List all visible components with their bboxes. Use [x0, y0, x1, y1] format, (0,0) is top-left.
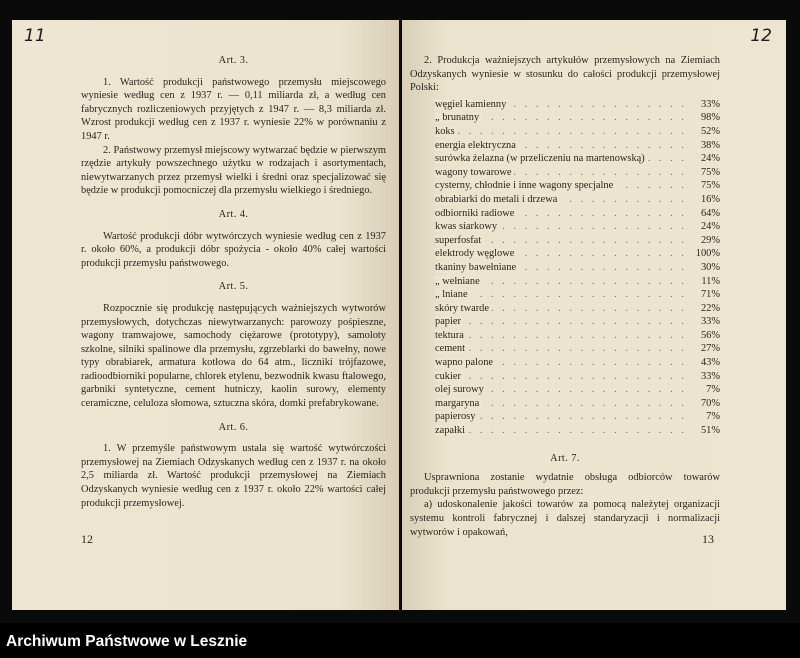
item-name: elektrody węglowe [435, 248, 517, 259]
table-row [435, 397, 720, 411]
item-name: „ wełniane [435, 276, 483, 287]
item-percentage: 52% [700, 125, 720, 137]
item-percentage: 43% [700, 357, 720, 369]
art7-heading: Art. 7. [550, 452, 580, 464]
table-row [435, 410, 720, 424]
art3-paragraph-2: 2. Państwowy przemysł miejscowy wytwarzać będzie w pierwszym rzędzie artykuły powszechnego użytku w rodzajach i asortymentach, niewytwarzanych przez przemysł wielki i średni oraz specjalizować się będzie w produkcji pomocniczej dla przemysłu wielkiego i średniego. [81, 144, 386, 197]
table-row [435, 139, 720, 153]
item-name: tektura [435, 330, 467, 341]
item-percentage: 64% [700, 207, 720, 219]
item-name: cukier [435, 371, 464, 382]
table-row [435, 383, 720, 397]
handwritten-page-number: 12 [750, 26, 772, 46]
item-percentage: 98% [700, 112, 720, 124]
table-row [435, 302, 720, 316]
table-row [435, 356, 720, 370]
item-percentage: 11% [701, 275, 720, 287]
item-percentage: 70% [700, 397, 720, 409]
table-row [435, 179, 720, 193]
art5-heading: Art. 5. [218, 281, 249, 293]
art4-heading: Art. 4. [218, 208, 249, 220]
item-name: papier [435, 316, 464, 327]
art7-paragraph-1: Usprawniona zostanie wydatnie obsługa odbiorców towarów produkcji przemysłu państwowego przez: [410, 472, 720, 497]
page-number: 13 [702, 532, 714, 546]
art3-paragraph-1: 1. Wartość produkcji państwowego przemysłu miejscowego wyniesie według cen z 1937 r. — 0,11 miliarda zł, a według cen fabrycznych rozliczeniowych przyjętych z 1947 r. — 8,3 miliarda zł. Wzrost produkcji według cen z 1937 r. wyniesie 22% w porównaniu z 1947 r. [81, 76, 386, 142]
item-name: zapałki [435, 425, 468, 436]
archive-footer [0, 623, 800, 658]
table-row [435, 315, 720, 329]
table-row [435, 288, 720, 302]
item-percentage: 22% [700, 302, 720, 314]
handwritten-page-number: 11 [24, 26, 46, 46]
item-percentage: 75% [700, 180, 720, 192]
item-percentage: 16% [700, 193, 720, 205]
item-percentage: 51% [700, 425, 720, 437]
table-row [435, 424, 720, 438]
table-row [435, 111, 720, 125]
item-percentage: 33% [700, 370, 720, 382]
item-name: energia elektryczna [435, 140, 519, 151]
item-name: olej surowy [435, 384, 487, 395]
left-text-column [81, 54, 386, 510]
table-row [435, 98, 720, 112]
table-row [435, 261, 720, 275]
item-percentage: 33% [700, 98, 720, 110]
table-row [435, 193, 720, 207]
item-percentage: 24% [700, 221, 720, 233]
item-name: kwas siarkowy [435, 221, 500, 232]
table-row [435, 234, 720, 248]
item-name: „ brunatny [435, 112, 482, 123]
art6-paragraph-1: 1. W przemyśle państwowym ustala się wartość wytwórczości przemysłowej na Ziemiach Odzyskanych według cen z 1937 r. na około 2,5 miliarda zł. Wartość produkcji przemysłowej na Ziemiach Odzyskanych wyniesie według cen z 1937 r. około 22% wartości całej produkcji przemysłowej. [81, 443, 386, 509]
item-percentage: 29% [700, 234, 720, 246]
table-row [435, 166, 720, 180]
item-name: odbiorniki radiowe [435, 208, 517, 219]
table-row [435, 125, 720, 139]
table-row [435, 247, 720, 261]
art6-heading: Art. 6. [218, 421, 249, 433]
item-percentage: 27% [700, 343, 720, 355]
item-name: skóry twarde [435, 303, 492, 314]
production-share-table [435, 98, 720, 438]
page-number: 12 [81, 532, 93, 546]
table-row [435, 207, 720, 221]
table-row [435, 220, 720, 234]
right-text-column [410, 54, 720, 539]
item-name: wapno palone [435, 357, 496, 368]
item-name: koks [435, 126, 458, 137]
art5-paragraph-1: Rozpocznie się produkcję następujących ważniejszych wytworów przemysłowych, dotychczas niewytwarzanych: parowozy pośpieszne, wagony tramwajowe, samochody ciężarowe (prototypy), samoloty szkolne, silniki spalinowe dla przemysłu, zgrzeblarki do bawełny, nowe typy obrabiarek, armatura kotłowa do 64 atm., liczniki trójfazowe, radioodbiorniki popularne, chlorek etylenu, bezwodnik kwasu ftalowego, garbniki syntetyczne, cement hutniczy, kaolin surowy, elementy ceramiczne, celuloza słomowa, sztuczna skóra, domki prefabrykowane. [81, 302, 386, 410]
archive-label: Archiwum Państwowe w Lesznie [6, 633, 248, 650]
item-name: wagony towarowe [435, 167, 514, 178]
item-percentage: 100% [695, 248, 720, 260]
item-name: surówka żelazna (w przeliczeniu na martenowską) [435, 153, 648, 164]
left-page [12, 20, 399, 610]
item-name: tkaniny bawełniane [435, 262, 519, 273]
item-name: obrabiarki do metali i drzewa [435, 194, 560, 205]
art4-paragraph-1: Wartość produkcji dóbr wytwórczych wyniesie według cen z 1937 r. około 60%, a produkcji dóbr spożycia - około 40% całej wartości produkcji przemysłu państwowego. [81, 230, 386, 269]
item-name: cysterny, chłodnie i inne wagony specjalne [435, 180, 616, 191]
table-row [435, 342, 720, 356]
item-percentage: 75% [700, 166, 720, 178]
item-name: cement [435, 343, 468, 354]
item-percentage: 33% [700, 316, 720, 328]
item-percentage: 30% [700, 261, 720, 273]
table-row [435, 370, 720, 384]
production-intro: 2. Produkcja ważniejszych artykułów przemysłowych na Ziemiach Odzyskanych wyniesie w stosunku do całości produkcji przemysłowej Polski: [410, 55, 720, 94]
table-row [435, 152, 720, 166]
item-name: węgiel kamienny [435, 99, 509, 110]
item-percentage: 38% [700, 139, 720, 151]
item-percentage: 7% [706, 411, 720, 423]
right-page [402, 20, 786, 610]
art7-paragraph-2: a) udoskonalenie jakości towarów za pomocą należytej organizacji systemu kontroli fabrycznej i dalszej standaryzacji i normalizacji wytworów i opakowań, [410, 499, 720, 538]
art3-heading: Art. 3. [218, 55, 249, 66]
table-row [435, 329, 720, 343]
item-name: superfosfat [435, 235, 484, 246]
item-name: margaryna [435, 398, 482, 409]
item-name: papierosy [435, 411, 478, 422]
item-percentage: 71% [700, 289, 720, 301]
item-percentage: 7% [706, 384, 720, 396]
item-percentage: 24% [700, 153, 720, 165]
item-name: „ lniane [435, 289, 471, 300]
item-percentage: 56% [700, 329, 720, 341]
table-row [435, 275, 720, 289]
